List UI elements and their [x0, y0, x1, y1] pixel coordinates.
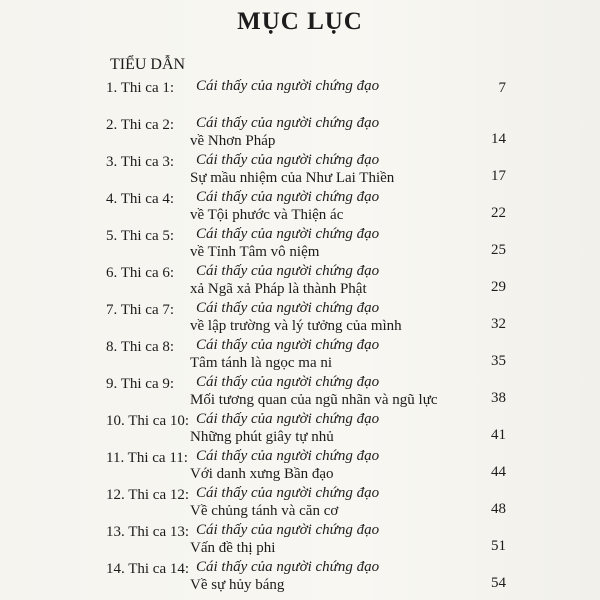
toc-entry-page: 44 — [491, 464, 506, 480]
toc-entry-heading: Cái thấy của người chứng đạo — [196, 448, 380, 464]
toc-entry-page: 35 — [491, 353, 506, 369]
toc-entry-subtitle: về Nhơn Pháp — [190, 133, 276, 149]
toc-entry-page: 48 — [491, 501, 506, 517]
toc-entry-page: 17 — [491, 168, 506, 184]
toc-entry-subtitle: Những phút giây tự nhủ — [190, 429, 334, 445]
toc-entry-number: 5. Thi ca 5: — [106, 228, 175, 244]
toc-entry-number: 8. Thi ca 8: — [106, 339, 175, 355]
toc-entry-heading: Cái thấy của người chứng đạo — [196, 374, 380, 390]
toc-entry-heading: Cái thấy của người chứng đạo — [196, 522, 380, 538]
toc-entry-number: 9. Thi ca 9: — [106, 376, 175, 392]
toc-entry-page: 14 — [491, 131, 506, 147]
toc-entry-subtitle: Về sự hủy báng — [190, 577, 285, 593]
toc-entry-number: 13. Thi ca 13: — [106, 524, 190, 540]
toc-entry-subtitle: Với danh xưng Bần đạo — [190, 466, 334, 482]
toc-entry-heading: Cái thấy của người chứng đạo — [196, 337, 380, 353]
toc-entry — [0, 226, 600, 263]
toc-entry-heading: Cái thấy của người chứng đạo — [196, 78, 380, 94]
toc-entry — [0, 78, 600, 115]
table-of-contents — [0, 78, 600, 596]
toc-entry-number: 3. Thi ca 3: — [106, 154, 175, 170]
toc-entry-subtitle: về Tỉnh Tâm vô niệm — [190, 244, 320, 260]
toc-entry — [0, 300, 600, 337]
toc-entry-page: 22 — [491, 205, 506, 221]
toc-entry-subtitle: Mối tương quan của ngũ nhãn và ngũ lực — [190, 392, 438, 408]
toc-entry-heading: Cái thấy của người chứng đạo — [196, 411, 380, 427]
toc-entry — [0, 115, 600, 152]
toc-entry — [0, 411, 600, 448]
toc-entry-number: 10. Thi ca 10: — [106, 413, 190, 429]
toc-entry-number: 7. Thi ca 7: — [106, 302, 175, 318]
toc-entry-page: 38 — [491, 390, 506, 406]
toc-entry-page: 41 — [491, 427, 506, 443]
toc-entry-heading: Cái thấy của người chứng đạo — [196, 485, 380, 501]
toc-entry-subtitle: xả Ngã xả Pháp là thành Phật — [190, 281, 367, 297]
toc-entry — [0, 559, 600, 596]
toc-entry-heading: Cái thấy của người chứng đạo — [196, 152, 380, 168]
toc-entry-number: 11. Thi ca 11: — [106, 450, 188, 466]
toc-entry-page: 51 — [491, 538, 506, 554]
toc-entry-subtitle: về Tội phước và Thiện ác — [190, 207, 344, 223]
toc-entry-subtitle: Tâm tánh là ngọc ma ni — [190, 355, 333, 371]
toc-entry-number: 12. Thi ca 12: — [106, 487, 190, 503]
toc-entry-heading: Cái thấy của người chứng đạo — [196, 559, 380, 575]
toc-entry-heading: Cái thấy của người chứng đạo — [196, 226, 380, 242]
toc-entry-page: 54 — [491, 575, 506, 591]
toc-entry-number: 2. Thi ca 2: — [106, 117, 175, 133]
toc-entry-page: 25 — [491, 242, 506, 258]
toc-entry-page: 7 — [498, 80, 506, 96]
toc-entry-number: 4. Thi ca 4: — [106, 191, 175, 207]
toc-entry — [0, 263, 600, 300]
toc-entry-subtitle: Vấn đề thị phi — [190, 540, 276, 556]
toc-entry-page: 32 — [491, 316, 506, 332]
toc-entry-subtitle: về lập trường và lý tưởng của mình — [190, 318, 402, 334]
toc-entry-heading: Cái thấy của người chứng đạo — [196, 263, 380, 279]
intro-heading: TIỂU DẪN — [110, 56, 186, 73]
toc-entry — [0, 374, 600, 411]
toc-entry-heading: Cái thấy của người chứng đạo — [196, 300, 380, 316]
toc-entry — [0, 152, 600, 189]
toc-entry — [0, 485, 600, 522]
toc-entry — [0, 448, 600, 485]
toc-entry-number: 14. Thi ca 14: — [106, 561, 190, 577]
toc-entry — [0, 337, 600, 374]
toc-entry-heading: Cái thấy của người chứng đạo — [196, 115, 380, 131]
toc-entry — [0, 189, 600, 226]
page-title: MỤC LỤC — [237, 8, 363, 35]
toc-entry-subtitle: Về chủng tánh và căn cơ — [190, 503, 339, 519]
toc-entry-subtitle: Sự mầu nhiệm của Như Lai Thiền — [190, 170, 395, 186]
toc-entry-number: 1. Thi ca 1: — [106, 80, 175, 96]
toc-entry-number: 6. Thi ca 6: — [106, 265, 175, 281]
toc-entry-heading: Cái thấy của người chứng đạo — [196, 189, 380, 205]
toc-entry-page: 29 — [491, 279, 506, 295]
toc-entry — [0, 522, 600, 559]
